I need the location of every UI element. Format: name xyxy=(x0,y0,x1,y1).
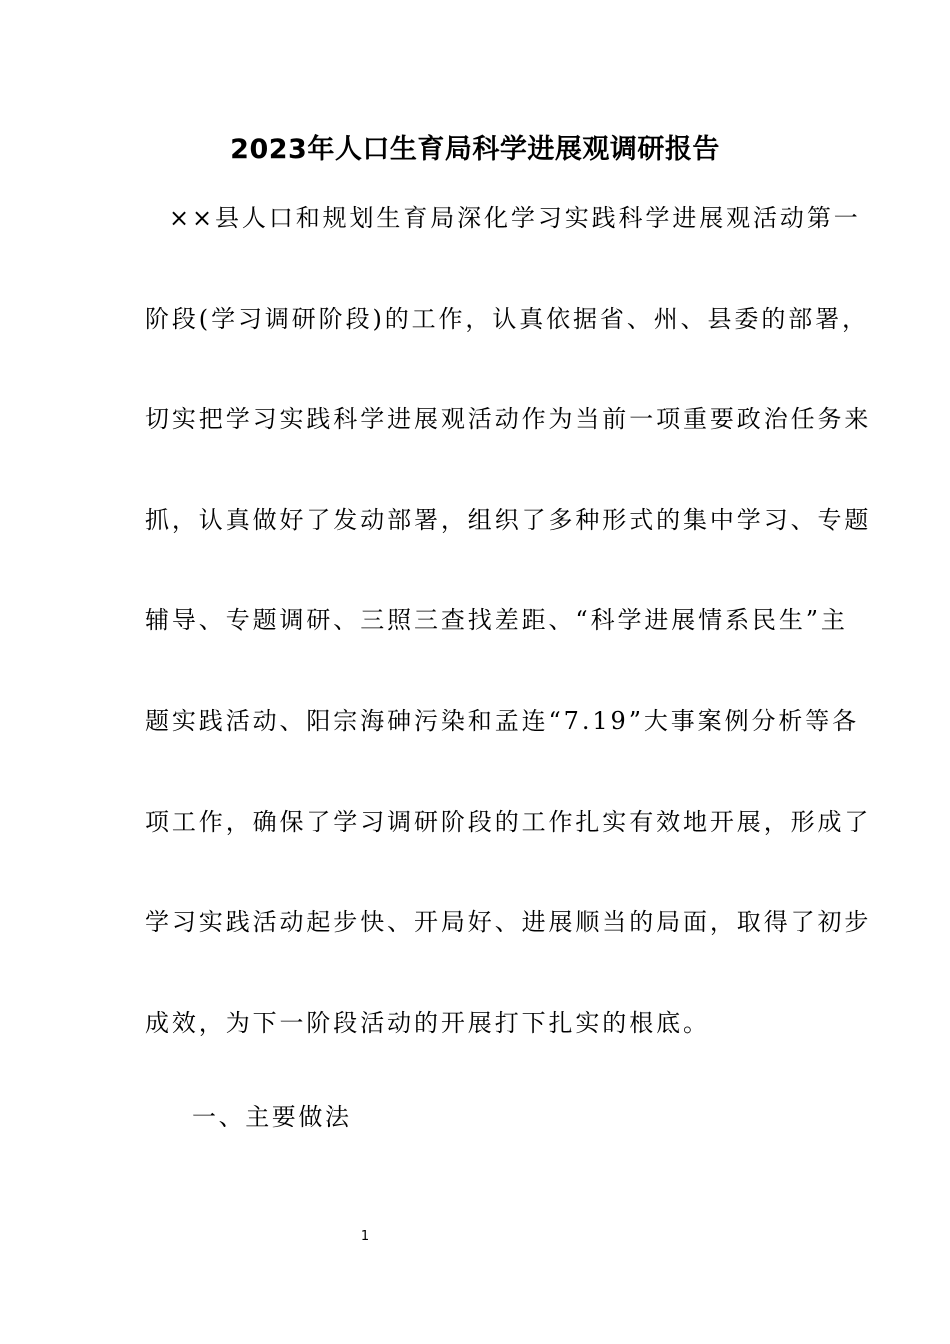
page-number: 1 xyxy=(360,1229,370,1244)
document-title: 2023年人口生育局科学进展观调研报告 xyxy=(230,134,720,165)
paragraph-line: 项工作，确保了学习调研阶段的工作扎实有效地开展，形成了 xyxy=(145,807,872,836)
paragraph-line: 切实把学习实践科学进展观活动作为当前一项重要政治任务来 xyxy=(145,405,872,434)
paragraph-line: 阶段(学习调研阶段)的工作，认真依据省、州、县委的部署， xyxy=(145,304,869,333)
section-heading: 一、主要做法 xyxy=(192,1103,352,1131)
paragraph-line: 题实践活动、阳宗海砷污染和孟连“7.19”大事案例分析等各 xyxy=(145,706,860,735)
paragraph-line: 辅导、专题调研、三照三查找差距、“科学进展情系民生”主 xyxy=(145,606,848,635)
paragraph-line: ××县人口和规划生育局深化学习实践科学进展观活动第一 xyxy=(169,204,861,232)
paragraph-line: 学习实践活动起步快、开局好、进展顺当的局面，取得了初步 xyxy=(145,908,872,937)
paragraph-line: 成效，为下一阶段活动的开展打下扎实的根底。 xyxy=(145,1008,710,1037)
paragraph-line: 抓，认真做好了发动部署，组织了多种形式的集中学习、专题 xyxy=(145,505,872,534)
body-paragraph xyxy=(145,196,872,1101)
